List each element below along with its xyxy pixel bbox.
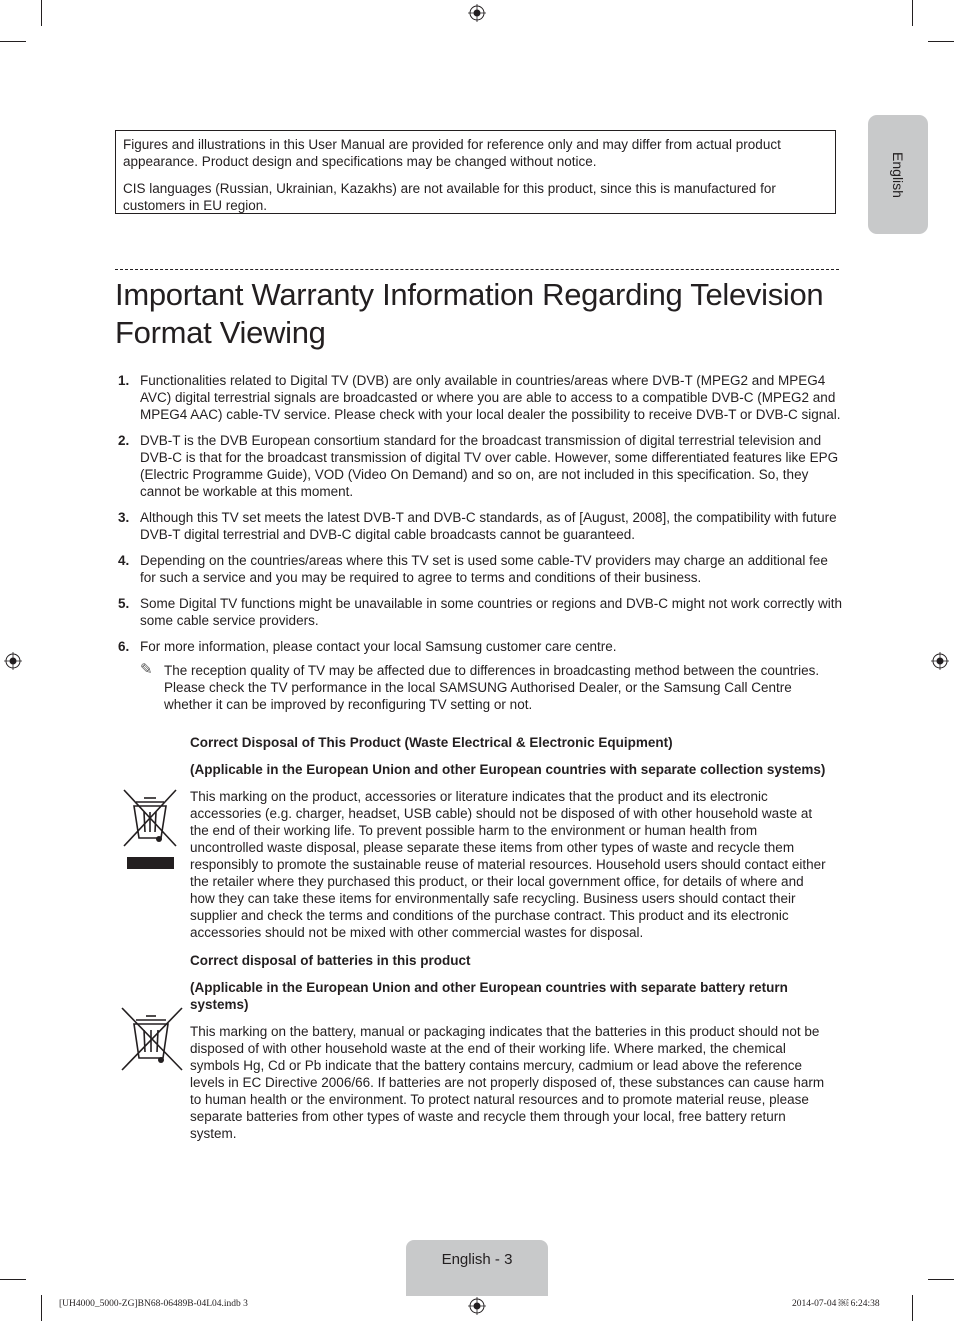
list-item-number: 2. [118, 433, 130, 448]
page-title: Important Warranty Information Regarding Television Format Viewing [115, 277, 824, 350]
list-item-text: Depending on the countries/areas where this TV set is used some cable-TV providers may charge an additional fee for such a service and you may be required to agree to terms and conditions of their business. [140, 553, 828, 585]
crop-mark [0, 41, 26, 42]
list-item-text: For more information, please contact your local Samsung customer care centre. [140, 639, 617, 654]
print-timestamp: 2014-07-04 ￼ 6:24:38 [792, 1299, 880, 1309]
print-file-info: [UH4000_5000-ZG]BN68-06489B-04L04.indb 3 [59, 1299, 248, 1309]
battery-heading: Correct disposal of batteries in this product [190, 953, 471, 968]
list-item [115, 432, 843, 500]
list-item [115, 638, 843, 713]
crop-mark [928, 1279, 954, 1280]
language-side-tab [868, 115, 928, 234]
list-item-text: Functionalities related to Digital TV (DVB) are only available in countries/areas where DVB-T (MPEG2 and MPEG4 AVC) digital terrestrial signals are broadcasted or where you are able to access to a compatible DVB-C (MPEG2 and MPEG4 AAC) cable-TV service. Please check with your local dealer the possibility to receive DVB-T or DVB-C signal. [140, 373, 841, 422]
pencil-note-icon: ✎ [140, 661, 153, 678]
registration-mark-icon [468, 1297, 486, 1315]
crop-mark [912, 0, 913, 26]
crossed-out-battery-bin-icon [120, 1006, 184, 1072]
notice-text: Figures and illustrations in this User Manual are provided for reference only and may differ from actual product appearance. Product design and specifications may be changed without notice. [123, 137, 781, 169]
registration-mark-icon [4, 652, 22, 670]
weee-heading: Correct Disposal of This Product (Waste Electrical & Electronic Equipment) [190, 735, 673, 750]
list-item [115, 595, 843, 629]
list-item [115, 552, 843, 586]
list-item-text: Although this TV set meets the latest DVB-T and DVB-C standards, as of [August, 2008], the compatibility with future DVB-T digital terrestrial and DVB-C digital cable broadcasts cannot be guaranteed. [140, 510, 837, 542]
crossed-out-wheelie-bin-icon [122, 788, 178, 870]
list-item-number: 5. [118, 596, 130, 611]
list-item [115, 509, 843, 543]
page-number: English - 3 [441, 1251, 513, 1268]
list-item-number: 6. [118, 639, 130, 654]
weee-section [190, 734, 832, 951]
notice-text: CIS languages (Russian, Ukrainian, Kazakhs) are not available for this product, since this is manufactured for customers in EU region. [123, 181, 776, 213]
list-item-text: Some Digital TV functions might be unavailable in some countries or regions and DVB-C might not work correctly with some cable service providers. [140, 596, 843, 628]
section-divider [115, 269, 839, 270]
crop-mark [912, 1295, 913, 1321]
list-item-number: 4. [118, 553, 130, 568]
note-text: The reception quality of TV may be affected due to differences in broadcasting method between the countries. Please check the TV performance in the local SAMSUNG Authorised Dealer, or the Samsung Call Centre whether it can be improved by reconfiguring TV setting or not. [164, 663, 820, 712]
notice-box [115, 130, 836, 214]
weee-body: This marking on the product, accessories or literature indicates that the product and its electronic accessories (e.g. charger, headset, USB cable) should not be disposed of with other household waste at the end of their working life. To prevent possible harm to the environment or human health from uncontrolled waste disposal, please separate these items from other types of waste and recycle them responsibly to promote the sustainable reuse of material resources. Household users should contact either the retailer where they purchased this product, or their local government office, for details of where and how they can take these items for environmentally safe recycling. Business users should contact their supplier and check the terms and conditions of the purchase contract. This product and its electronic accessories should not be mixed with other commercial wastes for disposal. [190, 789, 826, 940]
crop-mark [0, 1279, 26, 1280]
battery-section [190, 952, 832, 1152]
battery-subheading: (Applicable in the European Union and other European countries with separate battery return systems) [190, 980, 788, 1012]
list-item-number: 1. [118, 373, 130, 388]
language-side-tab-label: English [890, 152, 906, 198]
list-item-text: DVB-T is the DVB European consortium standard for the broadcast transmission of digital terrestrial television and DVB-C is that for the broadcast transmission of digital TV over cable. However, some differentiated features like EPG (Electric Programme Guide), VOD (Video On Demand) and so on, are not included in this specification. So, they cannot be workable at this moment. [140, 433, 839, 499]
crop-mark [928, 41, 954, 42]
registration-mark-icon [931, 652, 949, 670]
list-item [115, 372, 843, 423]
registration-mark-icon [468, 4, 486, 22]
page-number-tab [406, 1240, 548, 1296]
crop-mark [41, 0, 42, 26]
battery-body: This marking on the battery, manual or packaging indicates that the batteries in this product should not be disposed of with other household waste at the end of their working life. Where marked, the chemical symbols Hg, Cd or Pb indicate that the battery contains mercury, cadmium or lead above the reference levels in EC Directive 2006/66. If batteries are not properly disposed of, these substances can cause harm to human health or the environment. To protect natural resources and to promote material reuse, please separate batteries from other types of waste and recycle them through your local, free battery return system. [190, 1024, 825, 1141]
crop-mark [41, 1295, 42, 1321]
warranty-list [115, 372, 843, 722]
list-item-number: 3. [118, 510, 130, 525]
note [140, 662, 843, 713]
weee-subheading: (Applicable in the European Union and other European countries with separate collection systems) [190, 762, 826, 777]
